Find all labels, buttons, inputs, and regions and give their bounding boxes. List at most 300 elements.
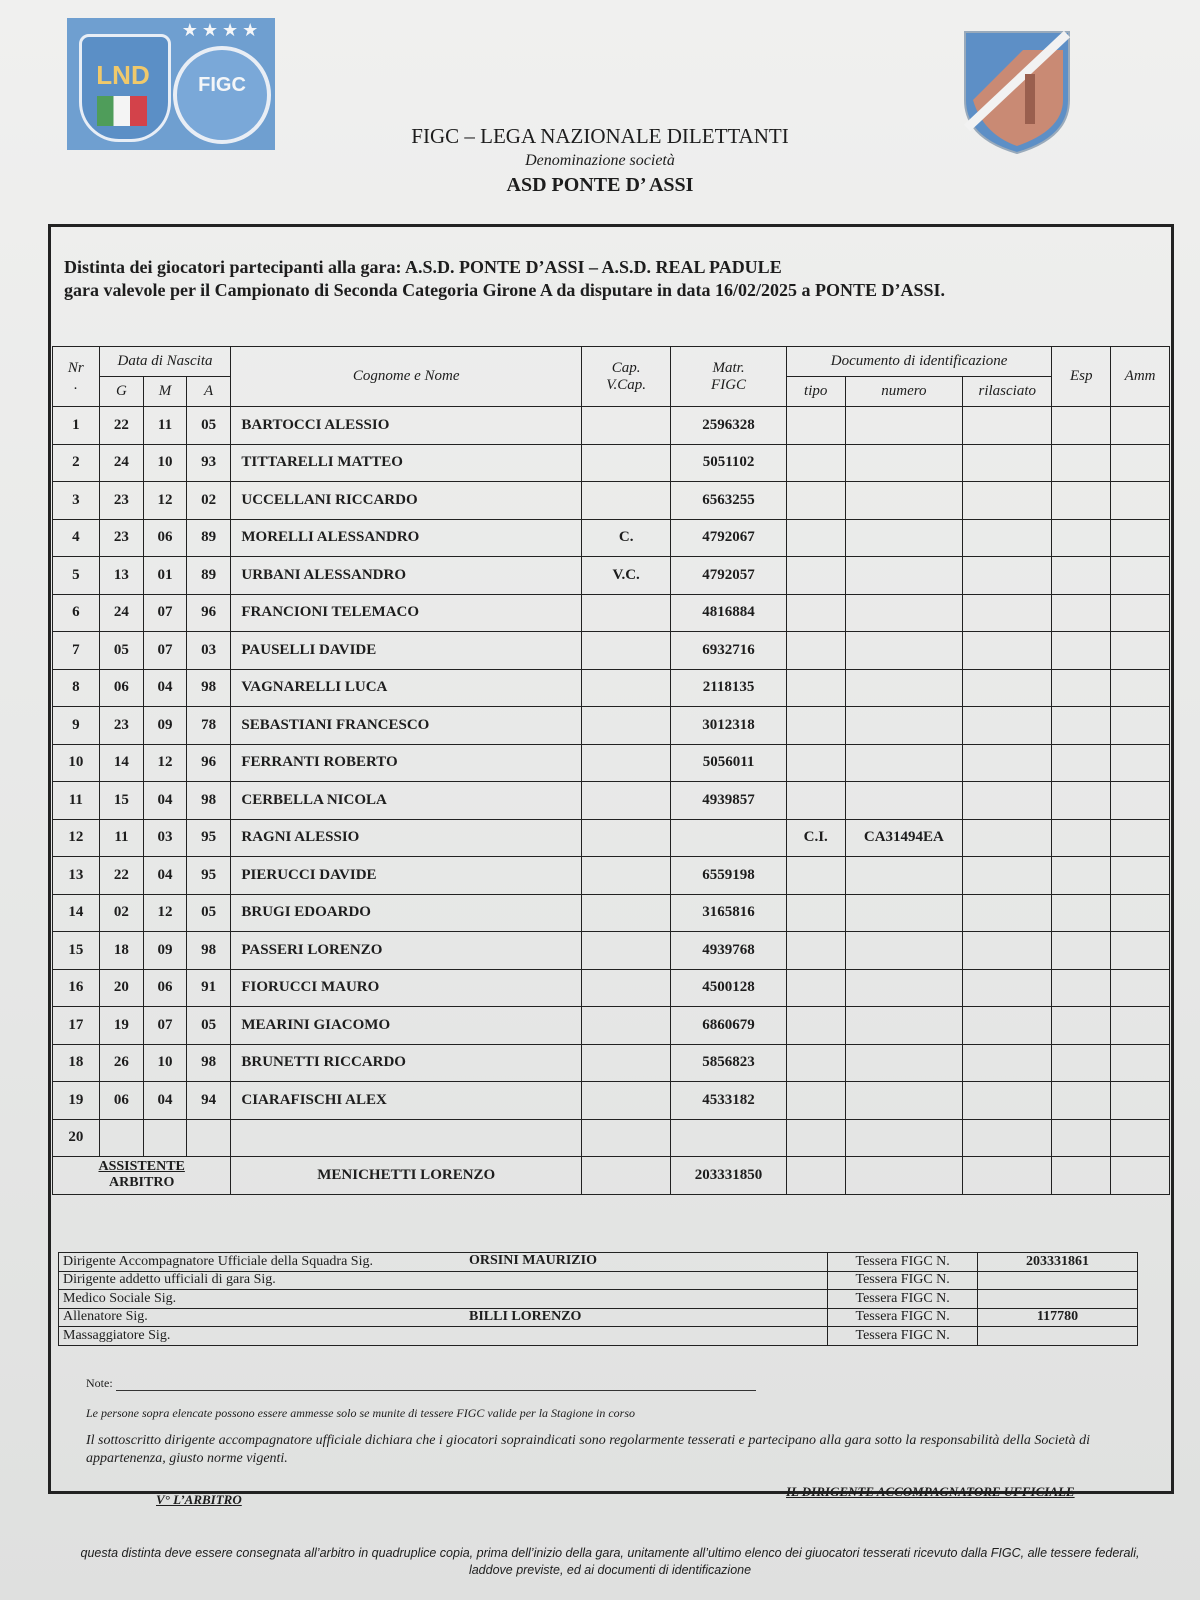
captain-mark [582, 782, 671, 820]
birth-day: 15 [99, 782, 144, 820]
assistant-matr: 203331850 [671, 1157, 787, 1195]
doc-number [845, 744, 963, 782]
tessera-label: Tessera FIGC N. [828, 1308, 978, 1327]
tessera-label: Tessera FIGC N. [828, 1253, 978, 1272]
note-label: Note: [86, 1376, 113, 1390]
player-nr: 2 [53, 444, 100, 482]
doc-number [845, 407, 963, 445]
col-tipo: tipo [786, 377, 845, 407]
doc-type: C.I. [786, 819, 845, 857]
doc-type [786, 744, 845, 782]
players-table [52, 346, 1170, 1195]
doc-type [786, 969, 845, 1007]
esp-cell [1052, 594, 1111, 632]
figc-matr: 4792057 [671, 557, 787, 595]
player-name: FRANCIONI TELEMACO [231, 594, 582, 632]
amm-cell [1111, 857, 1170, 895]
doc-issued [963, 1007, 1052, 1045]
player-name: TITTARELLI MATTEO [231, 444, 582, 482]
captain-mark [582, 857, 671, 895]
col-matr: Matr. FIGC [671, 347, 787, 407]
doc-issued [963, 857, 1052, 895]
player-name: UCCELLANI RICCARDO [231, 482, 582, 520]
table-row [53, 1007, 1170, 1045]
doc-issued [963, 782, 1052, 820]
player-nr: 3 [53, 482, 100, 520]
col-doc: Documento di identificazione [786, 347, 1052, 377]
figc-matr [671, 819, 787, 857]
doc-number [845, 894, 963, 932]
doc-type [786, 669, 845, 707]
esp-cell [1052, 1119, 1111, 1157]
doc-number [845, 1119, 963, 1157]
amm-cell [1111, 632, 1170, 670]
doc-issued [963, 519, 1052, 557]
birth-year: 96 [186, 744, 231, 782]
player-nr: 12 [53, 819, 100, 857]
doc-type [786, 557, 845, 595]
amm-cell [1111, 1082, 1170, 1120]
birth-year: 78 [186, 707, 231, 745]
official-role-cell [59, 1290, 828, 1309]
doc-number [845, 557, 963, 595]
doc-issued [963, 557, 1052, 595]
lnd-logo-text: LND [96, 60, 150, 90]
birth-year: 93 [186, 444, 231, 482]
birth-day: 20 [99, 969, 144, 1007]
table-row [53, 1044, 1170, 1082]
table-row [53, 632, 1170, 670]
player-name: BRUGI EDOARDO [231, 894, 582, 932]
birth-day: 22 [99, 857, 144, 895]
player-name: MEARINI GIACOMO [231, 1007, 582, 1045]
figc-matr: 5056011 [671, 744, 787, 782]
player-nr: 19 [53, 1082, 100, 1120]
amm-cell [1111, 594, 1170, 632]
figc-matr: 6860679 [671, 1007, 787, 1045]
player-name: FIORUCCI MAURO [231, 969, 582, 1007]
birth-day: 24 [99, 444, 144, 482]
captain-mark: C. [582, 519, 671, 557]
player-nr: 9 [53, 707, 100, 745]
player-nr: 15 [53, 932, 100, 970]
official-name: ORSINI MAURIZIO [469, 1253, 597, 1268]
birth-day: 24 [99, 594, 144, 632]
figc-logo-text: FIGC [198, 74, 246, 96]
birth-day: 02 [99, 894, 144, 932]
official-signature-label: IL DIRIGENTE ACCOMPAGNATORE UFFICIALE [786, 1484, 1075, 1499]
esp-cell [1052, 407, 1111, 445]
birth-year: 91 [186, 969, 231, 1007]
player-name: PASSERI LORENZO [231, 932, 582, 970]
doc-number [845, 632, 963, 670]
amm-cell [1111, 444, 1170, 482]
doc-number [845, 1044, 963, 1082]
birth-month: 04 [144, 782, 187, 820]
player-nr: 6 [53, 594, 100, 632]
captain-mark [582, 669, 671, 707]
birth-year: 03 [186, 632, 231, 670]
doc-issued [963, 407, 1052, 445]
player-name: BARTOCCI ALESSIO [231, 407, 582, 445]
captain-mark [582, 632, 671, 670]
captain-mark [582, 969, 671, 1007]
amm-cell [1111, 519, 1170, 557]
doc-number [845, 669, 963, 707]
referee-signature-label: V° L’ARBITRO [156, 1492, 242, 1507]
amm-cell [1111, 557, 1170, 595]
table-row [59, 1327, 1138, 1346]
doc-issued [963, 707, 1052, 745]
captain-mark [582, 444, 671, 482]
delivery-instructions: questa distinta deve essere consegnata all’arbitro in quadruplice copia, prima dell’inizio della gara, unitamente all’ultimo elenco dei giuocatori tesserati ricevuto dalla FIGC, alle tessere federali, laddove previste, ed ai documenti di identificazione [80, 1546, 1140, 1577]
birth-year [186, 1119, 231, 1157]
birth-month: 04 [144, 1082, 187, 1120]
esp-cell [1052, 669, 1111, 707]
birth-year: 96 [186, 594, 231, 632]
esp-cell [1052, 707, 1111, 745]
org-title: FIGC – LEGA NAZIONALE DILETTANTI [411, 124, 789, 148]
esp-cell [1052, 1044, 1111, 1082]
figc-matr: 2596328 [671, 407, 787, 445]
birth-year: 02 [186, 482, 231, 520]
doc-issued [963, 969, 1052, 1007]
birth-year: 89 [186, 557, 231, 595]
tessera-number: 203331861 [978, 1253, 1138, 1272]
birth-month: 06 [144, 519, 187, 557]
player-nr: 13 [53, 857, 100, 895]
doc-issued [963, 819, 1052, 857]
doc-issued [963, 1044, 1052, 1082]
birth-year: 98 [186, 669, 231, 707]
figc-matr [671, 1119, 787, 1157]
birth-day [99, 1119, 144, 1157]
amm-cell [1111, 1119, 1170, 1157]
birth-year: 95 [186, 857, 231, 895]
birth-month: 01 [144, 557, 187, 595]
doc-number [845, 782, 963, 820]
doc-issued [963, 444, 1052, 482]
officials-table [58, 1252, 1138, 1346]
player-name: CIARAFISCHI ALEX [231, 1082, 582, 1120]
player-nr: 11 [53, 782, 100, 820]
birth-day: 22 [99, 407, 144, 445]
doc-issued [963, 1119, 1052, 1157]
captain-mark [582, 819, 671, 857]
esp-cell [1052, 444, 1111, 482]
player-nr: 18 [53, 1044, 100, 1082]
table-row [53, 1082, 1170, 1120]
birth-year: 05 [186, 894, 231, 932]
birth-month: 11 [144, 407, 187, 445]
birth-year: 94 [186, 1082, 231, 1120]
assistant-label: ASSISTENTE ARBITRO [53, 1157, 231, 1195]
assistant-amm [1111, 1157, 1170, 1195]
birth-month: 07 [144, 594, 187, 632]
player-name: PAUSELLI DAVIDE [231, 632, 582, 670]
esp-cell [1052, 557, 1111, 595]
tessera-number [978, 1290, 1138, 1309]
tessera-number [978, 1271, 1138, 1290]
doc-type [786, 1082, 845, 1120]
player-name: RAGNI ALESSIO [231, 819, 582, 857]
amm-cell [1111, 1044, 1170, 1082]
col-m: M [144, 377, 187, 407]
doc-issued [963, 669, 1052, 707]
club-name: ASD PONTE D’ ASSI [506, 174, 694, 196]
birth-day: 23 [99, 707, 144, 745]
doc-issued [963, 1082, 1052, 1120]
birth-day: 14 [99, 744, 144, 782]
player-nr: 8 [53, 669, 100, 707]
assistant-esp [1052, 1157, 1111, 1195]
doc-issued [963, 594, 1052, 632]
assistant-rilasciato [963, 1157, 1052, 1195]
assistant-tipo [786, 1157, 845, 1195]
player-nr: 20 [53, 1119, 100, 1157]
doc-type [786, 482, 845, 520]
table-row [53, 444, 1170, 482]
assistant-numero [845, 1157, 963, 1195]
player-nr: 17 [53, 1007, 100, 1045]
table-row [53, 932, 1170, 970]
birth-month: 12 [144, 744, 187, 782]
amm-cell [1111, 707, 1170, 745]
match-intro [64, 256, 945, 302]
amm-cell [1111, 819, 1170, 857]
birth-day: 26 [99, 1044, 144, 1082]
captain-mark [582, 1007, 671, 1045]
figc-matr: 3165816 [671, 894, 787, 932]
birth-month: 04 [144, 669, 187, 707]
captain-mark [582, 744, 671, 782]
doc-type [786, 707, 845, 745]
birth-year: 05 [186, 407, 231, 445]
tessera-number: 117780 [978, 1308, 1138, 1327]
doc-number [845, 707, 963, 745]
doc-type [786, 407, 845, 445]
tessera-label: Tessera FIGC N. [828, 1290, 978, 1309]
amm-cell [1111, 782, 1170, 820]
doc-type [786, 594, 845, 632]
player-name: SEBASTIANI FRANCESCO [231, 707, 582, 745]
birth-month: 03 [144, 819, 187, 857]
doc-type [786, 894, 845, 932]
figc-matr: 5856823 [671, 1044, 787, 1082]
official-role-cell [59, 1308, 828, 1327]
col-cap: Cap. V.Cap. [582, 347, 671, 407]
birth-day: 23 [99, 482, 144, 520]
captain-mark [582, 407, 671, 445]
col-esp: Esp [1052, 347, 1111, 407]
birth-year: 05 [186, 1007, 231, 1045]
birth-day: 06 [99, 669, 144, 707]
doc-number [845, 482, 963, 520]
official-name: BILLI LORENZO [469, 1308, 582, 1324]
table-row [59, 1253, 1138, 1272]
col-name: Cognome e Nome [231, 347, 582, 407]
birth-month: 09 [144, 932, 187, 970]
amm-cell [1111, 1007, 1170, 1045]
player-nr: 1 [53, 407, 100, 445]
official-role-cell [59, 1327, 828, 1346]
player-name: BRUNETTI RICCARDO [231, 1044, 582, 1082]
birth-month: 06 [144, 969, 187, 1007]
table-row [53, 894, 1170, 932]
table-row [53, 594, 1170, 632]
doc-type [786, 1007, 845, 1045]
validity-note: Le persone sopra elencate possono essere ammesse solo se munite di tessere FIGC valide per la Stagione in corso [86, 1406, 636, 1420]
doc-number [845, 1082, 963, 1120]
table-row [59, 1271, 1138, 1290]
birth-month: 04 [144, 857, 187, 895]
birth-year: 89 [186, 519, 231, 557]
amm-cell [1111, 969, 1170, 1007]
esp-cell [1052, 482, 1111, 520]
doc-issued [963, 932, 1052, 970]
esp-cell [1052, 819, 1111, 857]
player-name: URBANI ALESSANDRO [231, 557, 582, 595]
birth-month: 12 [144, 482, 187, 520]
doc-number [845, 969, 963, 1007]
declaration-text: Il sottoscritto dirigente accompagnatore ufficiale dichiara che i giocatori sopraindicati sono regolarmente tesserati e partecipano alla gara sotto la responsabilità della Società di appartenenza, giusto norme vigenti. [86, 1433, 1091, 1466]
official-role: Dirigente Accompagnatore Ufficiale della Squadra Sig. [63, 1253, 373, 1269]
intro-line-2: gara valevole per il Campionato di Seconda Categoria Girone A da disputare in data 16/02/2025 a PONTE D’ASSI. [64, 280, 946, 300]
table-row [53, 819, 1170, 857]
player-nr: 14 [53, 894, 100, 932]
birth-day: 13 [99, 557, 144, 595]
birth-month: 07 [144, 632, 187, 670]
captain-mark [582, 1044, 671, 1082]
figc-matr: 4500128 [671, 969, 787, 1007]
birth-month: 10 [144, 1044, 187, 1082]
doc-type [786, 1119, 845, 1157]
figc-matr: 4792067 [671, 519, 787, 557]
amm-cell [1111, 894, 1170, 932]
assistant-name: MENICHETTI LORENZO [231, 1157, 582, 1195]
table-row [53, 782, 1170, 820]
birth-day: 05 [99, 632, 144, 670]
amm-cell [1111, 669, 1170, 707]
doc-issued [963, 632, 1052, 670]
official-role: Allenatore Sig. [63, 1309, 148, 1325]
doc-number [845, 519, 963, 557]
birth-month: 10 [144, 444, 187, 482]
amm-cell [1111, 407, 1170, 445]
captain-mark [582, 1119, 671, 1157]
esp-cell [1052, 744, 1111, 782]
figc-matr: 4939768 [671, 932, 787, 970]
birth-year: 98 [186, 782, 231, 820]
table-row [53, 482, 1170, 520]
stars-icon: ★★★★ [181, 20, 263, 40]
esp-cell [1052, 1082, 1111, 1120]
player-name: MORELLI ALESSANDRO [231, 519, 582, 557]
esp-cell [1052, 519, 1111, 557]
tessera-label: Tessera FIGC N. [828, 1271, 978, 1290]
figc-matr: 4533182 [671, 1082, 787, 1120]
table-row [59, 1290, 1138, 1309]
italian-flag-icon [97, 96, 147, 126]
col-numero: numero [845, 377, 963, 407]
captain-mark [582, 707, 671, 745]
player-name: FERRANTI ROBERTO [231, 744, 582, 782]
doc-issued [963, 894, 1052, 932]
figc-matr: 5051102 [671, 444, 787, 482]
player-name: PIERUCCI DAVIDE [231, 857, 582, 895]
official-role: Medico Sociale Sig. [63, 1290, 177, 1306]
figc-matr: 2118135 [671, 669, 787, 707]
table-row [53, 707, 1170, 745]
esp-cell [1052, 1007, 1111, 1045]
captain-mark: V.C. [582, 557, 671, 595]
figc-matr: 6563255 [671, 482, 787, 520]
official-role: Dirigente addetto ufficiali di gara Sig. [63, 1272, 276, 1288]
doc-type [786, 1044, 845, 1082]
doc-issued [963, 482, 1052, 520]
esp-cell [1052, 857, 1111, 895]
birth-year: 98 [186, 932, 231, 970]
col-birth: Data di Nascita [99, 347, 231, 377]
doc-type [786, 782, 845, 820]
doc-number [845, 857, 963, 895]
col-amm: Amm [1111, 347, 1170, 407]
table-row [53, 669, 1170, 707]
amm-cell [1111, 932, 1170, 970]
doc-number [845, 444, 963, 482]
intro-line-1: Distinta dei giocatori partecipanti alla gara: A.S.D. PONTE D’ASSI – A.S.D. REAL PADULE [64, 257, 782, 277]
captain-mark [582, 932, 671, 970]
esp-cell [1052, 632, 1111, 670]
table-row [53, 519, 1170, 557]
table-row [53, 557, 1170, 595]
amm-cell [1111, 744, 1170, 782]
figc-matr: 3012318 [671, 707, 787, 745]
assistant-cap [582, 1157, 671, 1195]
player-nr: 5 [53, 557, 100, 595]
player-name [231, 1119, 582, 1157]
amm-cell [1111, 482, 1170, 520]
birth-month: 09 [144, 707, 187, 745]
figc-matr: 6559198 [671, 857, 787, 895]
figc-matr: 4816884 [671, 594, 787, 632]
doc-number [845, 594, 963, 632]
doc-number [845, 1007, 963, 1045]
birth-year: 95 [186, 819, 231, 857]
col-a: A [186, 377, 231, 407]
birth-year: 98 [186, 1044, 231, 1082]
figc-matr: 6932716 [671, 632, 787, 670]
doc-type [786, 932, 845, 970]
birth-day: 23 [99, 519, 144, 557]
player-nr: 4 [53, 519, 100, 557]
esp-cell [1052, 932, 1111, 970]
official-role-cell [59, 1253, 828, 1272]
player-nr: 10 [53, 744, 100, 782]
doc-number: CA31494EA [845, 819, 963, 857]
birth-day: 19 [99, 1007, 144, 1045]
table-row [53, 857, 1170, 895]
doc-type [786, 632, 845, 670]
tessera-label: Tessera FIGC N. [828, 1327, 978, 1346]
birth-day: 18 [99, 932, 144, 970]
table-row [53, 744, 1170, 782]
player-name: CERBELLA NICOLA [231, 782, 582, 820]
figc-matr: 4939857 [671, 782, 787, 820]
captain-mark [582, 482, 671, 520]
table-row [59, 1308, 1138, 1327]
doc-number [845, 932, 963, 970]
